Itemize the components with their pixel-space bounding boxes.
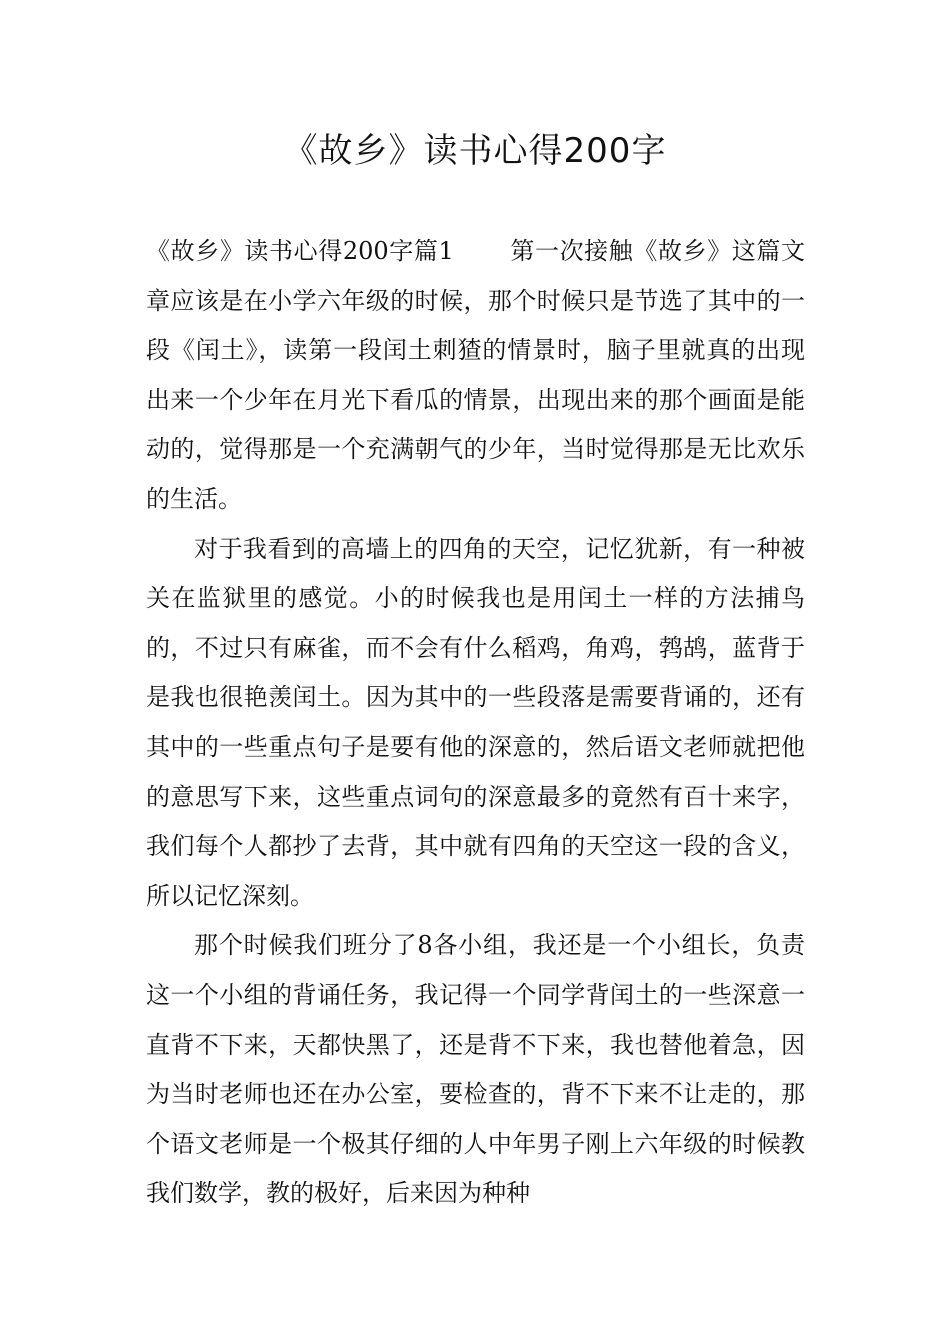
document-title: 《故乡》读书心得200字: [283, 131, 667, 171]
paragraph-1: [146, 227, 805, 525]
paragraph-1-text: 第一次接触《故乡》这篇文章应该是在小学六年级的时候，那个时候只是节选了其中的一段《闰土》，读第一段闰土刺猹的情景时，脑子里就真的出现出来一个少年在月光下看瓜的情景，出现出来的那个画面是能动的，觉得那是一个充满朝气的少年，当时觉得那是无比欢乐的生活。: [146, 237, 806, 513]
paragraph-2: 对于我看到的高墙上的四角的天空，记忆犹新，有一种被关在监狱里的感觉。小的时候我也是用闰土一样的方法捕鸟的，不过只有麻雀，而不会有什么稻鸡，角鸡，鹁鸪，蓝背于是我也很艳羡闰土。因为其中的一些段落是需要背诵的，还有其中的一些重点句子是要有他的深意的，然后语文老师就把他的意思写下来，这些重点词句的深意最多的竟然有百十来字，我们每个人都抄了去背，其中就有四角的天空这一段的含义，所以记忆深刻。: [146, 534, 805, 910]
paragraph-3: 那个时候我们班分了8各小组，我还是一个小组长，负责这一个小组的背诵任务，我记得一个同学背闰土的一些深意一直背不下来，天都快黑了，还是背不下来，我也替他着急，因为当时老师也还在办公室，要检查的，背不下来不让走的，那个语文老师是一个极其仔细的人中年男子刚上六年级的时候教我们数学，教的极好，后来因为种种: [146, 931, 805, 1208]
document-body: [146, 227, 805, 1219]
section-heading: 《故乡》读书心得200字篇1: [146, 237, 454, 265]
